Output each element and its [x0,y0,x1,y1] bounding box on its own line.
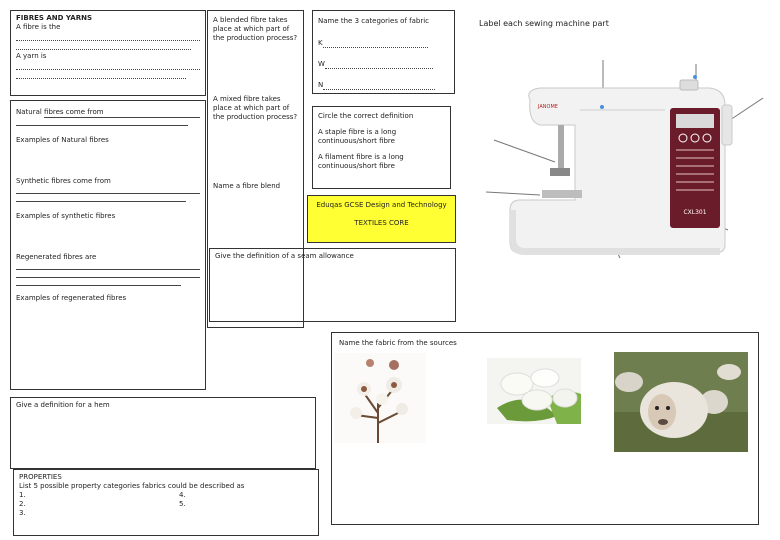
sewing-machine-title: Label each sewing machine part [479,19,609,28]
fibre-definition-label: A fibre is the [16,23,61,31]
answer-line[interactable] [16,278,181,286]
properties-row-2 [19,500,313,509]
filament-fibre-statement[interactable]: A filament fibre is a long continuous/short fibre [318,153,406,170]
properties-title: PROPERTIES [19,473,62,481]
property-number-3: 3. [19,509,26,517]
fabric-categories-title: Name the 3 categories of fabric [318,17,430,25]
presser-foot [550,168,570,176]
mixed-fibre-question: A mixed fibre takes place at which part of the production process? [213,95,298,121]
answer-line[interactable] [323,81,435,90]
yarn-definition-label: A yarn is [16,52,47,60]
course-banner [307,195,456,243]
answer-line[interactable] [16,186,200,194]
fabric-sources-title: Name the fabric from the sources [339,339,457,347]
synthetic-fibres-examples: Examples of synthetic fibres [16,212,116,220]
fibre-blend-prompt: Name a fibre blend [213,182,281,190]
properties-instruction: List 5 possible property categories fabrics could be described as [19,482,245,490]
pointer-line [486,192,540,195]
natural-fibres-intro: Natural fibres come from [16,108,104,116]
regenerated-fibres-examples: Examples of regenerated fibres [16,294,127,302]
seam-allowance-question: Give the definition of a seam allowance [215,252,354,260]
circle-definition-title: Circle the correct definition [318,112,414,120]
category-w-letter: W [318,60,325,68]
property-number-2: 2. [19,500,26,508]
display-screen [676,114,714,128]
answer-line[interactable] [16,118,188,126]
arrow-marker [600,105,604,109]
staple-fibre-statement[interactable]: A staple fibre is a long continuous/short fibre [318,128,399,145]
seam-allowance-box [209,248,456,322]
property-number-5: 5. [179,500,186,508]
silk-cocoon-image [487,358,581,424]
fibre-sources-box [10,100,206,390]
handwheel [722,105,732,145]
properties-box [13,469,319,536]
hem-definition-question: Give a definition for a hem [16,401,110,409]
hem-definition-box [10,397,316,469]
answer-line[interactable] [16,61,200,70]
category-k-row [318,39,449,48]
pointer-line [730,98,763,120]
category-n-letter: N [318,81,324,89]
fibres-yarns-title: FIBRES AND YARNS [16,14,93,22]
category-k-letter: K [318,39,323,47]
property-number-1: 1. [19,491,26,499]
machine-model: CXL301 [683,209,707,216]
course-subtitle: TEXTILES CORE [354,219,409,227]
arrow-marker [693,75,697,79]
needle-bar [558,125,564,170]
answer-line[interactable] [16,32,200,41]
natural-fibres-examples: Examples of Natural fibres [16,136,109,144]
answer-line[interactable] [16,70,186,79]
category-w-row [318,60,449,69]
course-title: Eduqas GCSE Design and Technology [316,201,447,209]
properties-row-1 [19,491,313,500]
brand-logo: JANOME [538,104,558,110]
blended-fibre-question: A blended fibre takes place at which part of the production process? [213,16,298,42]
answer-line[interactable] [16,194,186,202]
fibres-yarns-box [10,10,206,96]
pointer-line [494,140,555,162]
thread-spool [680,80,698,90]
fibre-definition-box [312,106,451,189]
sewing-machine-image [480,50,770,280]
cotton-plant-image [334,353,426,443]
answer-line[interactable] [16,270,200,278]
property-number-4: 4. [179,491,186,499]
fabric-categories-box [312,10,455,94]
answer-line[interactable] [323,39,428,48]
category-n-row [318,81,449,90]
synthetic-fibres-intro: Synthetic fibres come from [16,177,111,185]
needle-plate [542,190,582,198]
answer-line[interactable] [16,41,191,50]
regenerated-fibres-intro: Regenerated fibres are [16,253,97,261]
answer-line[interactable] [16,262,200,270]
answer-line[interactable] [325,60,433,69]
sheep-image [614,352,748,452]
